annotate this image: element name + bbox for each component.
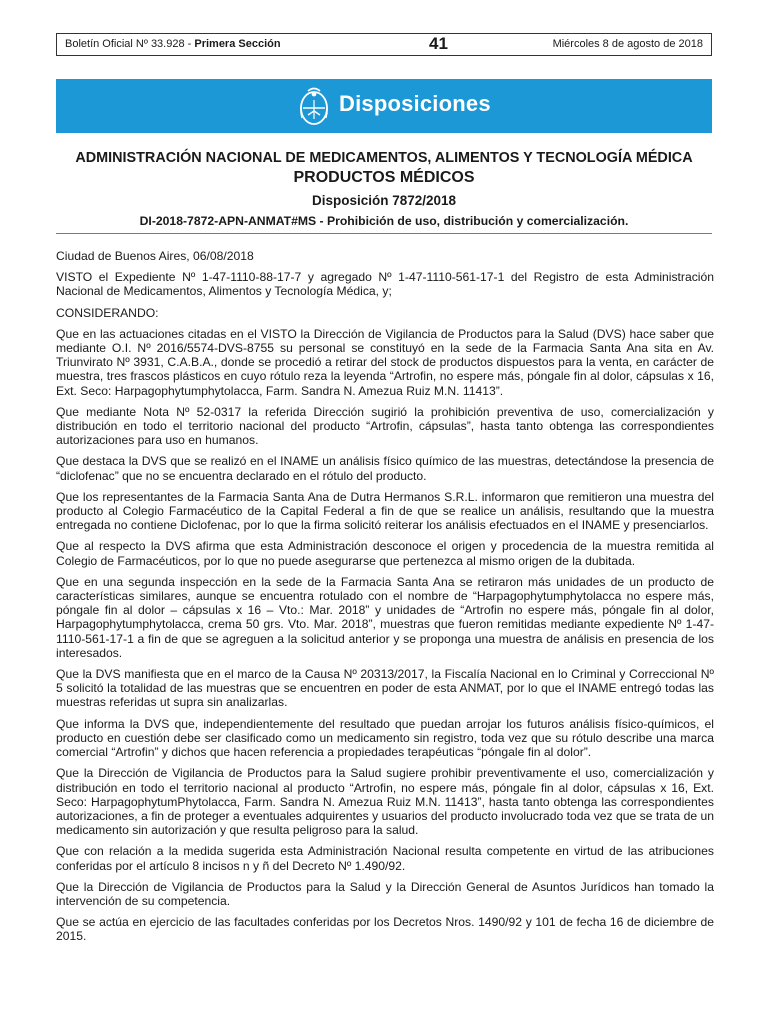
agency-name: ADMINISTRACIÓN NACIONAL DE MEDICAMENTOS, ALIMENTOS Y TECNOLOGÍA MÉDICA bbox=[75, 150, 693, 166]
bulletin-number: Boletín Oficial Nº 33.928 - bbox=[65, 38, 195, 50]
paragraph: CONSIDERANDO: bbox=[56, 305, 159, 320]
paragraph: Que la Dirección de Vigilancia de Productos para la Salud y la Dirección General de Asuntos Jurídicos han tomado la intervención de su competencia. bbox=[56, 879, 714, 908]
document-body bbox=[56, 249, 714, 951]
publication-date: Miércoles 8 de agosto de 2018 bbox=[552, 38, 703, 50]
paragraph: Que se actúa en ejercicio de las facultades conferidas por los Decretos Nros. 1490/92 y 101 de fecha 16 de diciembre de 2015. bbox=[56, 915, 714, 944]
banner-title: Disposiciones bbox=[339, 91, 491, 116]
disposition-number: Disposición 7872/2018 bbox=[311, 193, 457, 208]
section-banner bbox=[56, 79, 712, 133]
coat-of-arms-icon bbox=[296, 85, 332, 127]
paragraph: Que informa la DVS que, independientemente del resultado que puedan arrojar los futuros análisis físico-químicos, el producto en cuestión debe ser clasificado como un medicamento sin registro, toda vez que su rótulo describe una marca comercial “Artrofin” y dichos que hacen referencia a propiedades terapéuticas “póngale fin al dolor”. bbox=[56, 716, 714, 760]
paragraph: Que mediante Nota Nº 52-0317 la referida Dirección sugirió la prohibición preventiva de uso, comercialización y distribución en todo el territorio nacional del producto “Artrofin, cápsulas”, hasta tanto obtenga las correspondientes autorizaciones para uso en humanos. bbox=[56, 404, 714, 448]
paragraph: Que al respecto la DVS afirma que esta Administración desconoce el origen y procedencia de la muestra remitida al Colegio de Farmacéuticos, por lo que no puede asegurarse que pertenezca al mismo origen de la dubitada. bbox=[56, 539, 714, 568]
page-header bbox=[56, 33, 712, 56]
paragraph: VISTO el Expediente Nº 1-47-1110-88-17-7 y agregado Nº 1-47-1110-561-17-1 del Registro de esta Administración Nacional de Medicamentos, Alimentos y Tecnología Médica, y; bbox=[56, 270, 714, 299]
bulletin-section: Primera Sección bbox=[194, 38, 281, 50]
bulletin-info bbox=[65, 38, 281, 50]
paragraph: Ciudad de Buenos Aires, 06/08/2018 bbox=[56, 249, 254, 263]
paragraph: Que destaca la DVS que se realizó en el INAME un análisis físico químico de las muestras, detectándose la presencia de “diclofenac” que no se encuentra declarado en el rótulo del producto. bbox=[56, 454, 714, 483]
page-number: 41 bbox=[429, 34, 448, 53]
paragraph: Que la DVS manifiesta que en el marco de la Causa Nº 20313/2017, la Fiscalía Nacional en lo Criminal y Correccional Nº 5 solicitó la totalidad de las muestras que se encuentren en poder de esta ANMAT, por lo que el INAME entregó todas las muestras referidas ut supra sin analizarlas. bbox=[56, 667, 714, 710]
section-title: PRODUCTOS MÉDICOS bbox=[293, 169, 475, 186]
disposition-subtitle: DI-2018-7872-APN-ANMAT#MS - Prohibición de uso, distribución y comercialización. bbox=[139, 214, 629, 228]
paragraph: Que en una segunda inspección en la sede de la Farmacia Santa Ana se retiraron más unidades de un producto de características similares, aunque se encuentra rotulado con el nombre de “Harpagophytumphytolacca no espere más, póngale fin al dolor – cápsulas x 16 – Vto.: Mar. 2018” y unidades de “Artrofin no espere más, póngale fin al dolor, Harpagophytumphytolacca, crema 50 grs. Vto. Mar. 2018”, muestras que fueron remitidas mediante expediente Nº 1-47-1110-561-17-1 a fin de que se agreguen a la solicitud anterior y se proponga una muestra de análisis en presencia de los interesados. bbox=[56, 574, 714, 660]
heading-divider bbox=[56, 233, 712, 234]
paragraph: Que en las actuaciones citadas en el VISTO la Dirección de Vigilancia de Productos para la Salud (DVS) hace saber que mediante O.I. Nº 2016/5574-DVS-8755 su personal se constituyó en la sede de la Farmacia Santa Ana sita en Av. Triunvirato Nº 3931, C.A.B.A., donde se procedió a retirar del stock de productos dispuestos para la venta, en carácter de muestra, tres frascos plásticos en cuyo rótulo reza la leyenda “Artrofin, no espere más, póngale fin al dolor, cápsulas x 16, Ext. Seco: Harpagophytumphytolacca, Farm. Sandra N. Amezua Ruiz M.N. 11413”. bbox=[56, 326, 714, 398]
paragraph: Que los representantes de la Farmacia Santa Ana de Dutra Hermanos S.R.L. informaron que remitieron una muestra del producto al Colegio Farmacéutico de la Capital Federal a fin de que se realice un análisis, resultando que la muestra entregada no contiene Diclofenac, por lo que la firma solicitó reiterar los análisis efectuados en el INAME y presenciarlos. bbox=[56, 489, 714, 533]
paragraph: Que con relación a la medida sugerida esta Administración Nacional resulta competente en virtud de las atribuciones conferidas por el artículo 8 incisos n y ñ del Decreto Nº 1.490/92. bbox=[56, 844, 714, 873]
paragraph: Que la Dirección de Vigilancia de Productos para la Salud sugiere prohibir preventivamente el uso, comercialización y distribución en todo el territorio nacional al producto “Artrofin, no espere más, póngale fin al dolor, cápsulas x 16, Ext. Seco: HarpagophytumPhytolacca, Farm. Sandra N. Amezua Ruiz M.N. 11413”, hasta tanto obtenga las correspondientes autorizaciones, a fin de proteger a eventuales adquirentes y usuarios del producto involucrado toda vez que se trata de un medicamento sin autorización y que resulta peligroso para la salud. bbox=[56, 766, 714, 838]
